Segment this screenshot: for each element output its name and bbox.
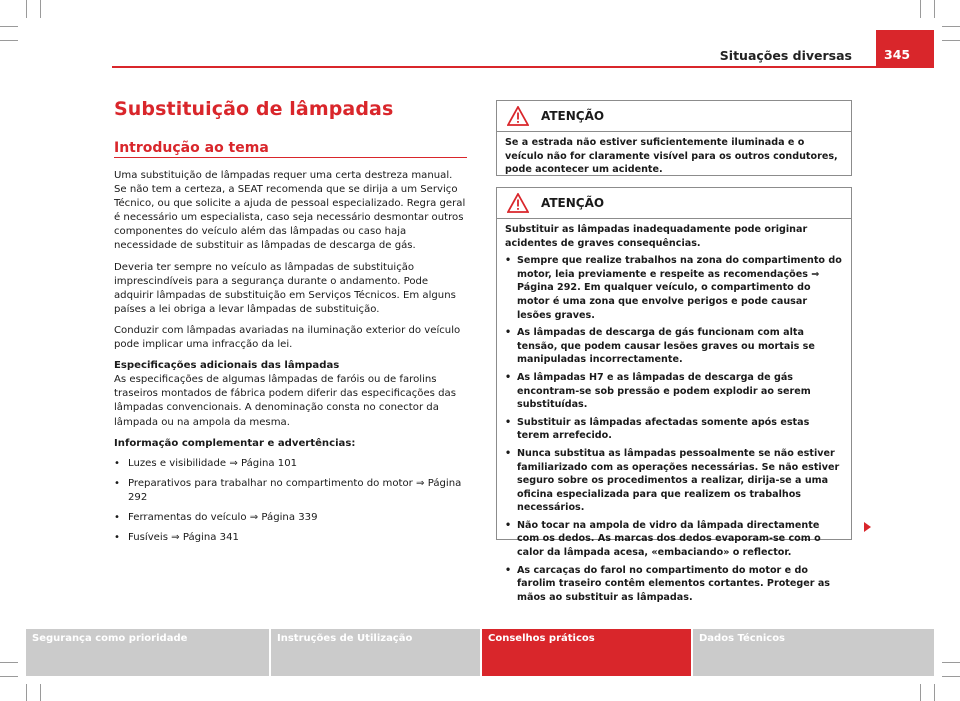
bullet-icon: • [505,371,512,383]
footer-nav [26,629,934,676]
footer-tab-seguranca[interactable]: Segurança como prioridade [26,629,269,676]
crop-mark [0,676,18,677]
crop-mark [942,26,960,27]
bullet-icon: • [505,255,512,267]
list-item [114,457,468,471]
crop-mark [26,684,27,701]
list-item [505,416,843,443]
crop-mark [0,662,18,663]
warning-title: ATENÇÃO [541,196,605,210]
list-item [505,519,843,560]
warning-body [497,219,851,614]
crop-mark [942,662,960,663]
list-item [505,371,843,412]
bullet-icon: • [505,327,512,339]
crop-mark [934,0,935,18]
list-item [114,531,468,545]
link-text[interactable]: Preparativos para trabalhar no compartimento do motor ⇒ Página 292 [128,477,462,503]
warning-text: Se a estrada não estiver suficientemente iluminada e o veículo não for claramente visível para os outros condutores, pode acontecer um acidente. [505,137,838,176]
page-title: Substituição de lâmpadas [114,98,394,120]
intro-paragraph: Uma substituição de lâmpadas requer uma certa destreza manual. Se não tem a certeza, a SEAT recomenda que se dirija a um Serviço Técnico, ou que solicite a ajuda de pessoal especializado. Regra geral é necessário um especialista, caso seja necessário desmontar outros componentes do veículo além das lâmpadas ou caso haja necessidade de substituir as lâmpadas de descarga de gás. [114,170,466,252]
warning-item-text: Nunca substitua as lâmpadas pessoalmente se não estiver familiarizado com as operações necessárias. Se não estiver seguro sobre os procedimentos a realizar, dirija-se a uma oficina especializada para que realizem os trabalhos necessários. [517,447,840,514]
list-item [114,511,468,525]
crop-mark [920,684,921,701]
warning-item-text: As lâmpadas H7 e as lâmpadas de descarga de gás encontram-se sob pressão e podem explodir ao serem substituídas. [517,371,811,411]
page-number: 345 [876,30,934,66]
bullet-icon: • [505,447,512,459]
crop-mark [942,40,960,41]
warning-header [497,101,851,132]
section-subtitle: Introdução ao tema [114,140,269,156]
section-title: Situações diversas [719,48,852,63]
bullet-icon: • [505,519,512,531]
warning-item-text: Sempre que realize trabalhos na zona do compartimento do motor, leia previamente e respeite as recomendações ⇒ Página 292. Em qualquer veículo, o compartimento do motor é uma zona que envolve perigos e pode causar lesões graves. [517,255,842,321]
spec-heading: Especificações adicionais das lâmpadas [114,360,340,372]
bullet-icon: • [114,477,120,489]
bullet-icon: • [114,511,120,523]
bullet-icon: • [505,416,512,428]
warning-triangle-icon [507,193,529,213]
info-heading: Informação complementar e advertências: [114,437,356,449]
crop-mark [0,40,18,41]
continue-arrow-icon [864,522,871,532]
link-text[interactable]: Fusíveis ⇒ Página 341 [128,532,239,544]
crop-mark [934,684,935,701]
crop-mark [942,676,960,677]
crop-mark [40,0,41,18]
warning-item-text: Substituir as lâmpadas afectadas somente após estas terem arrefecido. [517,416,810,442]
list-item [505,564,843,605]
warning-item-text: As lâmpadas de descarga de gás funcionam com alta tensão, que podem causar lesões graves ou mortais se manipuladas incorrectamente. [517,327,815,366]
crop-mark [920,0,921,18]
subtitle-divider [114,157,467,158]
list-item [505,447,843,515]
list-item [505,254,843,322]
link-text[interactable]: Ferramentas do veículo ⇒ Página 339 [128,511,318,523]
warning-body [497,132,851,187]
warning-box [496,187,852,603]
bullet-icon: • [505,564,512,576]
intro-column [114,169,468,551]
bullet-icon: • [114,532,120,544]
warning-header [497,188,851,219]
list-item [505,326,843,367]
warning-item-text: Não tocar na ampola de vidro da lâmpada directamente com os dedos. As marcas dos dedos evaporam-se com o calor da lâmpada acesa, «embaciando» o reflector. [517,519,821,559]
warning-box [496,100,852,176]
crop-mark [0,26,18,27]
warning-intro: Substituir as lâmpadas inadequadamente pode originar acidentes de graves consequências. [505,224,808,249]
footer-tab-conselhos[interactable]: Conselhos práticos [482,629,691,676]
intro-paragraph: Deveria ter sempre no veículo as lâmpadas de substituição imprescindíveis para a segurança durante o andamento. Pode adquirir lâmpadas de substituição em Serviços Técnicos. Em alguns países a lei obriga a levar lâmpadas de substituição. [114,261,456,315]
bullet-icon: • [114,457,120,469]
warning-title: ATENÇÃO [541,109,605,123]
header-divider [112,66,934,68]
warning-triangle-icon [507,106,529,126]
crop-mark [40,684,41,701]
crop-mark [26,0,27,18]
list-item [114,477,468,505]
warning-item-text: As carcaças do farol no compartimento do motor e do farolim traseiro contêm elementos cortantes. Proteger as mãos ao substituir as lâmpadas. [517,564,831,603]
spec-paragraph: As especificações de algumas lâmpadas de faróis ou de farolins traseiros montados de fábrica podem diferir das especificações das lâmpadas convencionais. A denominação consta no conector da lâmpada ou na ampola da mesma. [114,374,456,428]
link-text[interactable]: Luzes e visibilidade ⇒ Página 101 [128,457,298,469]
intro-paragraph: Conduzir com lâmpadas avariadas na iluminação exterior do veículo pode implicar uma infracção da lei. [114,324,461,351]
footer-tab-instrucoes[interactable]: Instruções de Utilização [271,629,480,676]
footer-tab-dados[interactable]: Dados Técnicos [693,629,934,676]
